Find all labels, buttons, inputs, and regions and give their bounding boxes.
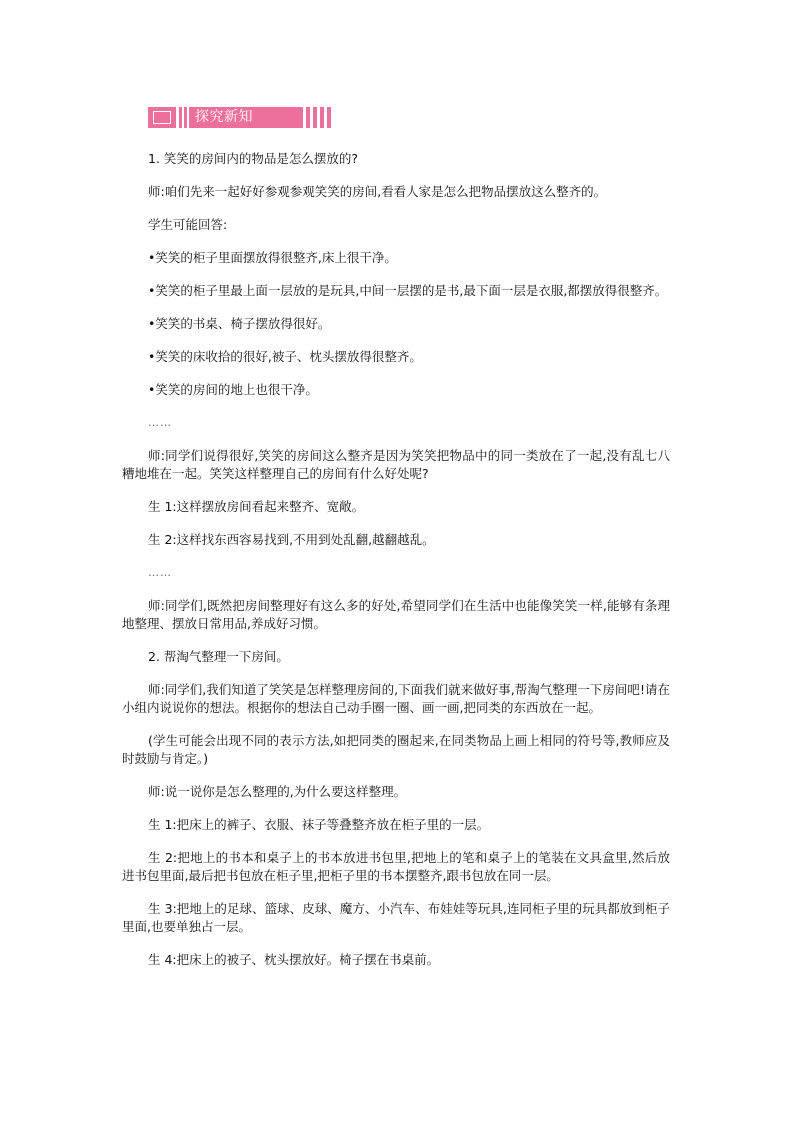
- note-paragraph: (学生可能会出现不同的表示方法,如把同类的圈起来,在同类物品上画上相同的符号等,教师应及时鼓励与肯定。): [122, 733, 670, 766]
- banner-stripe: [320, 107, 324, 128]
- student-line: 生 2:这样找东西容易找到,不用到处乱翻,越翻越乱。: [148, 532, 435, 547]
- bullet-answer: •笑笑的柜子里面摆放得很整齐,床上很干净。: [148, 250, 397, 265]
- banner-stripe: [306, 107, 310, 128]
- ellipsis: ……: [148, 566, 172, 579]
- banner-stripe: [184, 107, 187, 128]
- banner-stripe: [327, 107, 331, 128]
- teacher-line: 师:同学们,既然把房间整理好有这么多的好处,希望同学们在生活中也能像笑笑一样,能够有条理地整理、摆放日常用品,养成好习惯。: [122, 598, 670, 631]
- bullet-answer: •笑笑的房间的地上也很干净。: [148, 382, 318, 397]
- banner-stripe: [179, 107, 182, 128]
- question-heading-1: 1. 笑笑的房间内的物品是怎么摆放的?: [148, 151, 359, 166]
- student-line: 生 1:这样摆放房间看起来整齐、宽敞。: [148, 499, 365, 514]
- student-line: 生 2:把地上的书本和桌子上的书本放进书包里,把地上的笔和桌子上的笔装在文具盒里,然后放进书包里面,最后把书包放在柜子里,把柜子里的书本摆整齐,跟书包放在同一层。: [122, 850, 670, 883]
- section-banner: [148, 107, 334, 128]
- teacher-line: 师:同学们说得很好,笑笑的房间这么整齐是因为笑笑把物品中的同一类放在了一起,没有乱七八糟地堆在一起。笑笑这样整理自己的房间有什么好处呢?: [122, 448, 670, 481]
- ellipsis: ……: [148, 416, 172, 429]
- student-line: 生 1:把床上的裤子、衣服、袜子等叠整齐放在柜子里的一层。: [148, 817, 490, 832]
- body-text: [122, 150, 670, 984]
- teacher-line: 师:同学们,我们知道了笑笑是怎样整理房间的,下面我们就来做好事,帮淘气整理一下房间吧!请在小组内说说你的想法。根据你的想法自己动手圈一圈、画一画,把同类的东西放在一起。: [122, 682, 670, 715]
- teacher-line: 师:说一说你是怎么整理的,为什么要这样整理。: [148, 784, 407, 799]
- banner-stripe: [313, 107, 317, 128]
- section-title: 探究新知: [189, 107, 303, 128]
- student-line: 生 4:把床上的被子、枕头摆放好。椅子摆在书桌前。: [148, 952, 440, 967]
- teacher-line: 师:咱们先来一起好好参观参观笑笑的房间,看看人家是怎么把物品摆放这么整齐的。: [148, 184, 607, 199]
- banner-square-icon: [148, 107, 176, 128]
- question-heading-2: 2. 帮淘气整理一下房间。: [148, 649, 289, 664]
- student-line: 生 3:把地上的足球、篮球、皮球、魔方、小汽车、布娃娃等玩具,连同柜子里的玩具都放到柜子里面,也要单独占一层。: [122, 901, 670, 934]
- bullet-answer: •笑笑的柜子里最上面一层放的是玩具,中间一层摆的是书,最下面一层是衣服,都摆放得很整齐。: [148, 283, 668, 298]
- paragraph: 学生可能回答:: [148, 217, 228, 232]
- bullet-answer: •笑笑的床收拾的很好,被子、枕头摆放得很整齐。: [148, 349, 422, 364]
- bullet-answer: •笑笑的书桌、椅子摆放得很好。: [148, 316, 331, 331]
